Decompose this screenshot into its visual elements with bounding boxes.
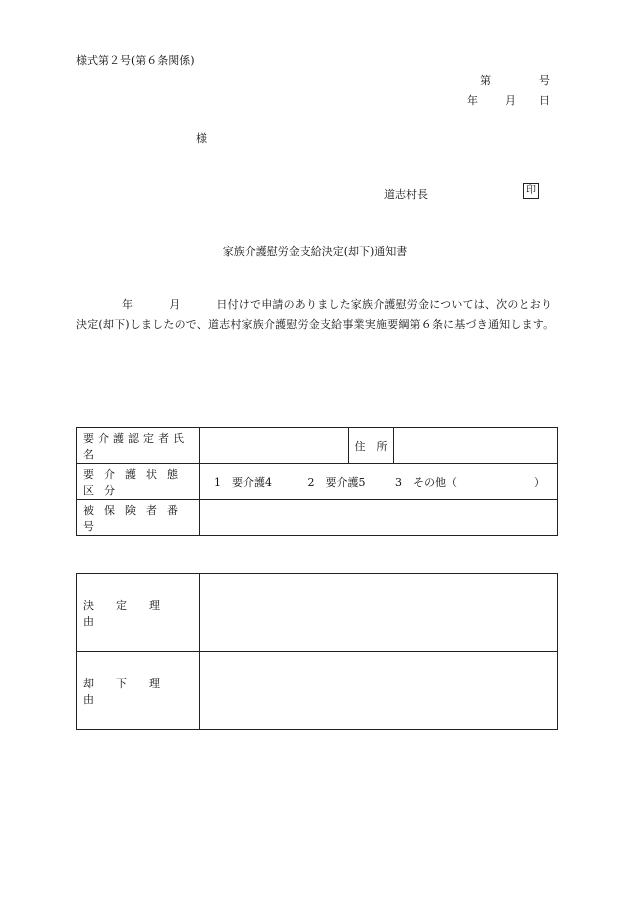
date-month: 月 bbox=[505, 94, 516, 107]
applicant-info-table bbox=[76, 427, 558, 536]
addressee-suffix: 様 bbox=[196, 132, 207, 145]
table-row bbox=[77, 500, 558, 536]
address-label: 住 所 bbox=[349, 428, 394, 464]
reason-table bbox=[76, 573, 558, 730]
body-text: 日付けで申請のありました家族介護慰労金については、次のとおり決定(却下)しましたので、道志村家族介護慰労金支給事業実施要綱第６条に基づき通知します。 bbox=[76, 298, 555, 331]
decision-reason-cell bbox=[200, 574, 558, 652]
table-row bbox=[77, 652, 558, 730]
name-label: 要介護認定者氏名 bbox=[77, 428, 200, 464]
notice-body bbox=[76, 295, 556, 335]
table-row bbox=[77, 428, 558, 464]
date-day: 日 bbox=[539, 94, 550, 107]
body-year: 年 bbox=[122, 298, 134, 311]
address-cell bbox=[394, 428, 558, 464]
rejection-reason-cell bbox=[200, 652, 558, 730]
seal-stamp: 印 bbox=[523, 183, 539, 199]
number-prefix: 第 bbox=[480, 74, 491, 87]
option-other: 3 その他（ ） bbox=[395, 475, 545, 489]
status-options bbox=[200, 464, 558, 500]
option-care4: 1 要介護4 bbox=[214, 475, 272, 489]
date-year: 年 bbox=[467, 94, 478, 107]
insured-cell bbox=[200, 500, 558, 536]
number-suffix: 号 bbox=[539, 74, 550, 87]
body-month: 月 bbox=[169, 298, 181, 311]
table-row bbox=[77, 574, 558, 652]
form-number: 様式第２号(第６条関係) bbox=[76, 54, 195, 67]
issuer-name: 道志村長 bbox=[384, 188, 428, 201]
name-cell bbox=[200, 428, 349, 464]
document-title: 家族介護慰労金支給決定(却下)通知書 bbox=[222, 245, 408, 258]
insured-label: 被保険者番号 bbox=[77, 500, 200, 536]
option-care5: 2 要介護5 bbox=[307, 475, 366, 489]
rejection-reason-label: 却下理由 bbox=[77, 652, 200, 730]
table-row bbox=[77, 464, 558, 500]
status-label: 要介護状態区分 bbox=[77, 464, 200, 500]
decision-reason-label: 決定理由 bbox=[77, 574, 200, 652]
